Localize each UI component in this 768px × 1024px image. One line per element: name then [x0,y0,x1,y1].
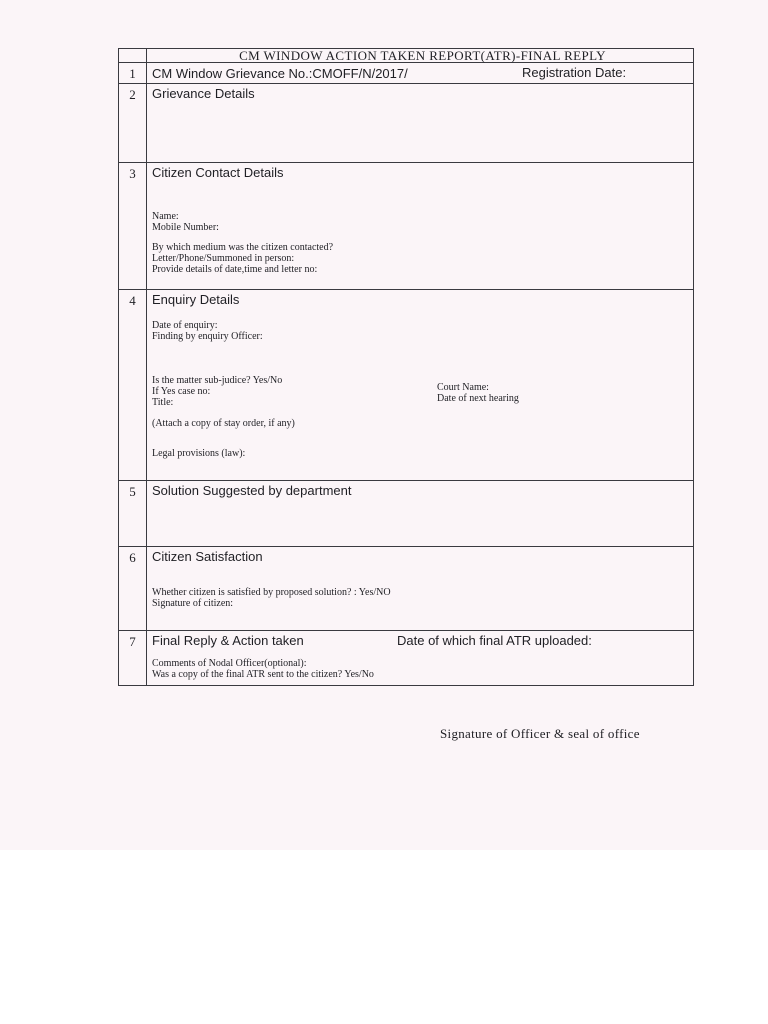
date-of-enquiry-label: Date of enquiry: [152,320,218,331]
grievance-number-label: CM Window Grievance No.:CMOFF/N/2017/ [152,66,408,81]
row-number: 4 [119,290,147,481]
row-enquiry-details [119,290,694,481]
case-title-label: Title: [152,397,174,408]
row-number: 6 [119,547,147,631]
nodal-officer-comments-label: Comments of Nodal Officer(optional): [152,658,307,669]
contact-medium-question: By which medium was the citizen contacted? [152,242,334,253]
contact-medium-options: Letter/Phone/Summoned in person: [152,253,295,264]
court-name-label: Court Name: [437,382,489,393]
registration-date-label: Registration Date: [522,65,627,80]
row-number: 1 [119,63,147,84]
officer-signature-label: Signature of Officer & seal of office [440,726,640,741]
row-number: 5 [119,481,147,547]
row-citizen-contact [119,163,694,290]
stay-order-note: (Attach a copy of stay order, if any) [152,418,295,429]
final-reply-heading: Final Reply & Action taken [152,633,304,648]
row-number: 2 [119,84,147,163]
grievance-details-heading: Grievance Details [152,86,255,101]
row-solution-suggested [119,481,694,547]
atr-copy-sent-question: Was a copy of the final ATR sent to the citizen? Yes/No [152,669,374,680]
row-citizen-satisfaction [119,547,694,631]
enquiry-finding-label: Finding by enquiry Officer: [152,331,263,342]
mobile-field-label: Mobile Number: [152,222,219,233]
citizen-satisfaction-heading: Citizen Satisfaction [152,549,263,564]
next-hearing-label: Date of next hearing [437,393,519,404]
row-number: 7 [119,631,147,686]
form-title-row [119,49,694,63]
citizen-signature-label: Signature of citizen: [152,598,234,609]
solution-heading: Solution Suggested by department [152,483,352,498]
row-grievance-details [119,84,694,163]
sub-judice-question: Is the matter sub-judice? Yes/No [152,375,283,386]
row-final-reply [119,631,694,686]
legal-provisions-label: Legal provisions (law): [152,448,246,459]
contact-details-prompt: Provide details of date,time and letter no: [152,264,318,275]
row-grievance-number [119,63,694,84]
citizen-contact-heading: Citizen Contact Details [152,165,284,180]
enquiry-details-heading: Enquiry Details [152,292,240,307]
row-number: 3 [119,163,147,290]
name-field-label: Name: [152,211,179,222]
atr-form-table [118,48,694,686]
case-number-label: If Yes case no: [152,386,211,397]
atr-upload-date-label: Date of which final ATR uploaded: [397,633,592,648]
satisfaction-question: Whether citizen is satisfied by proposed solution? : Yes/NO [152,587,391,598]
form-title: CM WINDOW ACTION TAKEN REPORT(ATR)-FINAL REPLY [147,49,694,63]
